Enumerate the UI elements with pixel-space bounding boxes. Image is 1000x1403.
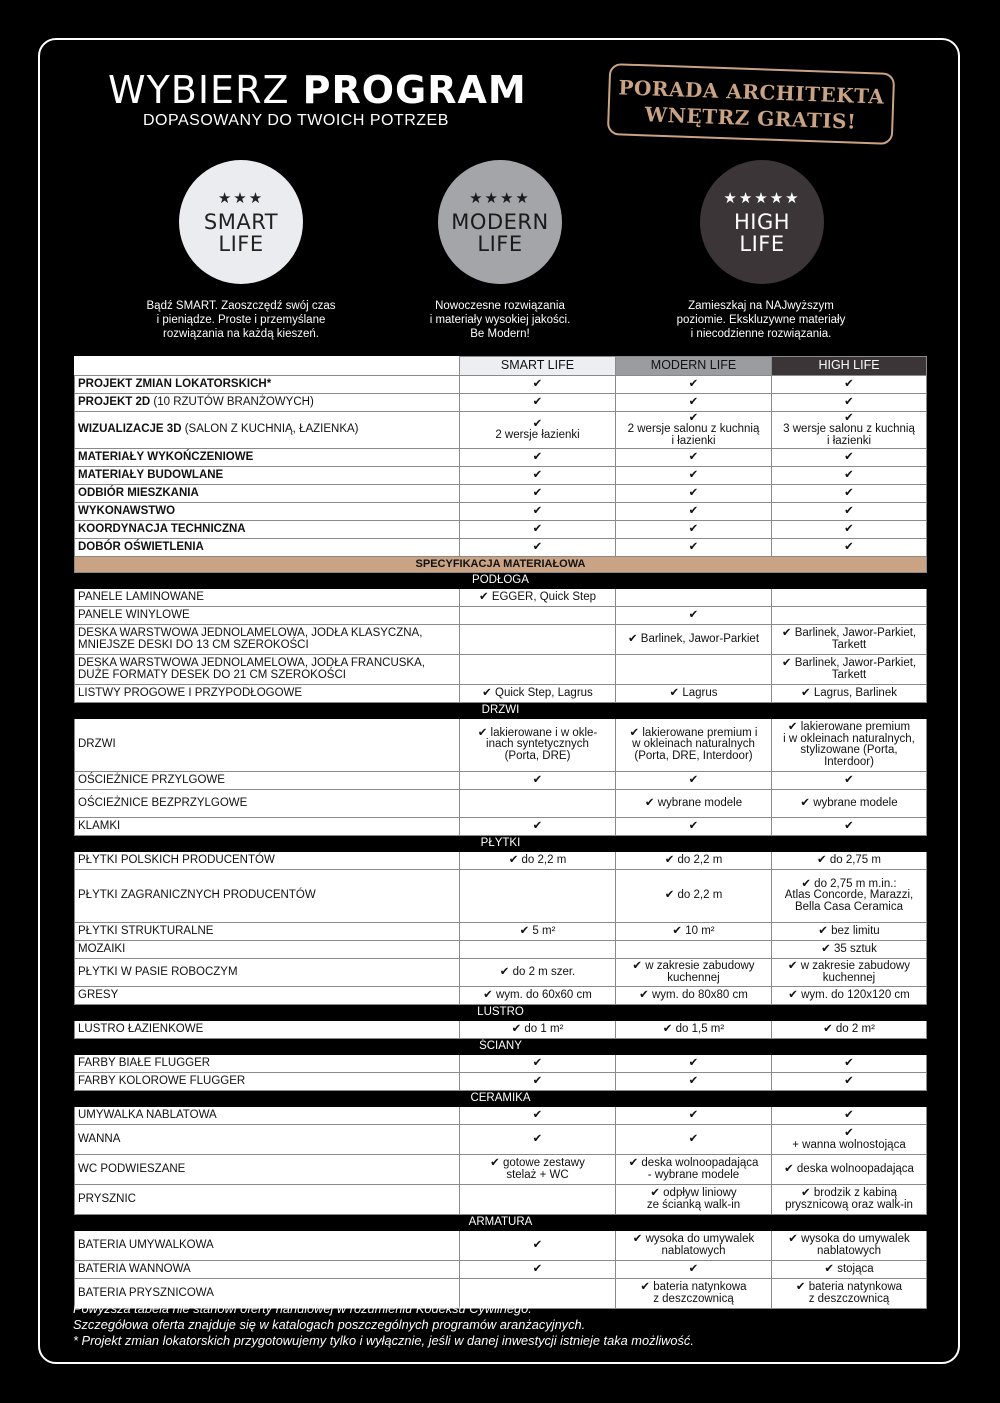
row-label: [75, 503, 460, 521]
footer-notes: [73, 1301, 694, 1349]
table-cell: [460, 607, 616, 625]
smart-life-logo: [179, 160, 303, 284]
table-cell: ✔: [616, 539, 772, 557]
desc-line: Bądź SMART. Zaoszczędź swój czas: [146, 300, 336, 312]
section-header-row: [75, 703, 927, 719]
table-cell: ✔ Quick Step, Lagrus: [460, 685, 616, 703]
table-cell: [616, 941, 772, 959]
table-cell: ✔: [772, 449, 927, 467]
table-row: [75, 1107, 927, 1125]
table-cell: ✔ 35 sztuk: [772, 941, 927, 959]
table-cell: ✔: [460, 467, 616, 485]
table-cell: ✔ do 2 m²: [772, 1021, 927, 1039]
table-row: [75, 1125, 927, 1155]
row-label: [75, 539, 460, 557]
table-row: [75, 818, 927, 836]
table-row: [75, 449, 927, 467]
row-label: WANNA: [75, 1125, 460, 1155]
row-label: [75, 521, 460, 539]
row-label: DESKA WARSTWOWA JEDNOLAMELOWA, JODŁA KLASYCZNA, MNIEJSZE DESKI DO 13 CM SZEROKOŚCI: [75, 625, 460, 655]
table-cell: ✔: [772, 1055, 927, 1073]
section-header-row: [75, 573, 927, 589]
row-label: LUSTRO ŁAZIENKOWE: [75, 1021, 460, 1039]
row-label: GRESY: [75, 987, 460, 1005]
row-label: [75, 376, 460, 394]
table-cell: ✔ lakierowane premium i w okleinach naturalnych, stylizowane (Porta, Interdoor): [772, 719, 927, 772]
table-cell: ✔: [772, 467, 927, 485]
table-row: [75, 772, 927, 790]
desc-line: rozwiązania na każdą kieszeń.: [163, 328, 319, 340]
table-cell: ✔: [460, 1125, 616, 1155]
logo-line1: MODERN: [451, 210, 549, 234]
desc-line: Be Modern!: [470, 328, 530, 340]
table-cell: ✔ odpływ liniowy ze ścianką walk-in: [616, 1185, 772, 1215]
row-label: [75, 412, 460, 449]
table-cell: ✔ do 2,2 m: [616, 852, 772, 870]
table-cell: ✔ 10 m²: [616, 923, 772, 941]
table-cell: ✔: [616, 521, 772, 539]
row-label-detail: (10 RZUTÓW BRANŻOWYCH): [150, 395, 314, 408]
table-cell: ✔: [460, 772, 616, 790]
row-label: [75, 449, 460, 467]
row-label-detail: (SALON Z KUCHNIĄ, ŁAZIENKA): [181, 423, 359, 436]
column-header-modern: MODERN LIFE: [616, 357, 772, 376]
table-cell: [460, 625, 616, 655]
table-cell: ✔ EGGER, Quick Step: [460, 589, 616, 607]
table-cell: ✔: [460, 503, 616, 521]
table-cell: ✔: [616, 1107, 772, 1125]
row-label: BATERIA UMYWALKOWA: [75, 1231, 460, 1261]
row-label: PŁYTKI ZAGRANICZNYCH PRODUCENTÓW: [75, 870, 460, 923]
table-row: [75, 870, 927, 923]
table-row: [75, 941, 927, 959]
row-label-bold: ODBIÓR MIESZKANIA: [78, 486, 199, 499]
table-cell: ✔: [616, 394, 772, 412]
section-header-row: [75, 836, 927, 852]
table-cell: ✔: [616, 485, 772, 503]
table-cell: ✔: [460, 1055, 616, 1073]
table-cell: ✔ do 2 m szer.: [460, 959, 616, 987]
table-cell: ✔ wysoka do umywalek nablatowych: [616, 1231, 772, 1261]
section-header: DRZWI: [75, 703, 927, 719]
modern-life-description: [385, 299, 615, 341]
table-row: [75, 1055, 927, 1073]
table-cell: ✔: [616, 1055, 772, 1073]
desc-line: i materiały wysokiej jakości.: [429, 314, 571, 326]
table-cell: ✔ deska wolnoopadająca: [772, 1155, 927, 1185]
table-cell: ✔ do 2,2 m: [616, 870, 772, 923]
table-cell: ✔ 2 wersje łazienki: [460, 412, 616, 449]
row-label-bold: WYKONAWSTWO: [78, 504, 176, 517]
rating-stars-icon: ★★★★: [469, 190, 531, 207]
row-label: [75, 394, 460, 412]
table-cell: ✔: [616, 818, 772, 836]
logo-line2: LIFE: [218, 232, 264, 256]
table-row: [75, 1073, 927, 1091]
row-label: [75, 467, 460, 485]
table-cell: ✔: [616, 449, 772, 467]
row-label: BATERIA PRYSZNICOWA: [75, 1279, 460, 1309]
table-row: [75, 485, 927, 503]
table-row: [75, 852, 927, 870]
table-cell: [616, 589, 772, 607]
table-row: [75, 503, 927, 521]
section-header: ARMATURA: [75, 1215, 927, 1231]
comparison-table: [74, 356, 927, 1309]
desc-line: poziomie. Ekskluzywne materiały: [676, 314, 846, 326]
table-cell: ✔: [460, 376, 616, 394]
desc-line: i pieniądze. Proste i przemyślane: [156, 314, 326, 326]
table-cell: ✔ Lagrus: [616, 685, 772, 703]
table-cell: ✔ gotowe zestawy stelaż + WC: [460, 1155, 616, 1185]
table-cell: [460, 1185, 616, 1215]
table-cell: ✔ stojąca: [772, 1261, 927, 1279]
table-row: [75, 394, 927, 412]
section-header: CERAMIKA: [75, 1091, 927, 1107]
row-label: PANELE LAMINOWANE: [75, 589, 460, 607]
desc-line: Zamieszkaj na NAJwyższym: [688, 300, 834, 312]
desc-line: i niecodzienne rozwiązania.: [690, 328, 832, 340]
row-label: DRZWI: [75, 719, 460, 772]
table-cell: ✔: [616, 1261, 772, 1279]
row-label-bold: WIZUALIZACJE 3D: [78, 423, 182, 436]
row-label-bold: DOBÓR OŚWIETLENIA: [78, 540, 204, 553]
table-row: [75, 521, 927, 539]
section-header-row: [75, 1091, 927, 1107]
row-label: PŁYTKI STRUKTURALNE: [75, 923, 460, 941]
table-row: [75, 1231, 927, 1261]
section-header-row: [75, 1005, 927, 1021]
table-cell: ✔: [460, 485, 616, 503]
section-header-row: [75, 1215, 927, 1231]
column-header-smart: SMART LIFE: [460, 357, 616, 376]
row-label: LISTWY PROGOWE I PRZYPODŁOGOWE: [75, 685, 460, 703]
table-cell: ✔ wym. do 60x60 cm: [460, 987, 616, 1005]
row-label-bold: KOORDYNACJA TECHNICZNA: [78, 522, 246, 535]
footer-note: Powyższa tabela nie stanowi oferty handlowej w rozumieniu Kodeksu Cywilnego.: [73, 1301, 532, 1316]
table-row: [75, 467, 927, 485]
high-life-description: [646, 299, 876, 341]
row-label: BATERIA WANNOWA: [75, 1261, 460, 1279]
row-label: FARBY BIAŁE FLUGGER: [75, 1055, 460, 1073]
row-label: PANELE WINYLOWE: [75, 607, 460, 625]
table-cell: ✔: [616, 467, 772, 485]
table-cell: ✔ do 2,2 m: [460, 852, 616, 870]
logo-line1: SMART: [203, 210, 279, 234]
table-row: [75, 719, 927, 772]
footer-note: * Projekt zmian lokatorskich przygotowujemy tylko i wyłącznie, jeśli w danej inwestycji istnieje taka możliwość.: [73, 1333, 694, 1348]
table-header-row: [75, 357, 927, 376]
row-label: KLAMKI: [75, 818, 460, 836]
table-cell: [616, 655, 772, 685]
table-row: [75, 685, 927, 703]
row-label-bold: PROJEKT 2D: [78, 395, 151, 408]
section-header-row: [75, 1039, 927, 1055]
table-cell: ✔: [772, 1073, 927, 1091]
promo-badge: [607, 63, 895, 145]
table-cell: ✔ Lagrus, Barlinek: [772, 685, 927, 703]
table-row: [75, 959, 927, 987]
column-header-high: HIGH LIFE: [772, 357, 927, 376]
table-cell: ✔: [772, 503, 927, 521]
table-cell: ✔: [772, 376, 927, 394]
spec-header-row: [75, 557, 927, 573]
table-cell: ✔ 5 m²: [460, 923, 616, 941]
table-row: [75, 412, 927, 449]
logo-line2: LIFE: [739, 232, 785, 256]
table-cell: ✔ 3 wersje salonu z kuchnią i łazienki: [772, 412, 927, 449]
logo-line1: HIGH: [733, 210, 791, 234]
section-header: PODŁOGA: [75, 573, 927, 589]
table-cell: [460, 870, 616, 923]
table-row: [75, 923, 927, 941]
table-cell: ✔: [616, 772, 772, 790]
table-cell: [772, 589, 927, 607]
table-cell: ✔: [460, 1073, 616, 1091]
table-row: [75, 1261, 927, 1279]
header-empty-cell: [75, 357, 460, 376]
logo-line2: LIFE: [477, 232, 523, 256]
table-cell: ✔: [460, 521, 616, 539]
smart-life-description: [126, 299, 356, 341]
table-cell: ✔: [460, 818, 616, 836]
table-cell: ✔ w zakresie zabudowy kuchennej: [772, 959, 927, 987]
table-cell: ✔: [616, 503, 772, 521]
table-cell: ✔ brodzik z kabiną prysznicową oraz walk-in: [772, 1185, 927, 1215]
row-label: MOZAIKI: [75, 941, 460, 959]
table-cell: ✔ Barlinek, Jawor-Parkiet, Tarkett: [772, 655, 927, 685]
table-row: [75, 376, 927, 394]
table-row: [75, 1185, 927, 1215]
row-label: DESKA WARSTWOWA JEDNOLAMELOWA, JODŁA FRANCUSKA, DUŻE FORMATY DESEK DO 21 CM SZEROKOŚCI: [75, 655, 460, 685]
row-label: OŚCIEŻNICE PRZYLGOWE: [75, 772, 460, 790]
spec-header: SPECYFIKACJA MATERIAŁOWA: [75, 557, 927, 573]
table-cell: [460, 941, 616, 959]
table-cell: ✔ + wanna wolnostojąca: [772, 1125, 927, 1155]
desc-line: Nowoczesne rozwiązania: [435, 300, 565, 312]
table-cell: ✔ do 2,75 m m.in.: Atlas Concorde, Marazzi, Bella Casa Ceramica: [772, 870, 927, 923]
table-row: [75, 539, 927, 557]
table-cell: ✔: [772, 539, 927, 557]
table-row: [75, 790, 927, 818]
table-cell: ✔ lakierowane premium i w okleinach naturalnych (Porta, DRE, Interdoor): [616, 719, 772, 772]
table-cell: ✔ Barlinek, Jawor-Parkiet: [616, 625, 772, 655]
row-label: UMYWALKA NABLATOWA: [75, 1107, 460, 1125]
table-cell: ✔: [616, 1125, 772, 1155]
table-row: [75, 1155, 927, 1185]
table-cell: [460, 790, 616, 818]
table-cell: ✔: [772, 394, 927, 412]
rating-stars-icon: ★★★: [217, 190, 265, 207]
table-cell: ✔ do 1,5 m²: [616, 1021, 772, 1039]
promo-badge-line2: WNĘTRZ GRATIS!: [644, 102, 857, 134]
table-cell: ✔: [460, 1261, 616, 1279]
table-cell: ✔ wysoka do umywalek nablatowych: [772, 1231, 927, 1261]
table-cell: ✔: [772, 818, 927, 836]
table-cell: ✔: [460, 394, 616, 412]
table-cell: ✔: [772, 521, 927, 539]
table-cell: ✔: [616, 607, 772, 625]
table-cell: ✔: [460, 539, 616, 557]
table-row: [75, 607, 927, 625]
footer-note: Szczegółowa oferta znajduje się w katalogach poszczególnych programów aranżacyjnych.: [73, 1317, 586, 1332]
row-label: WC PODWIESZANE: [75, 1155, 460, 1185]
table-cell: ✔ w zakresie zabudowy kuchennej: [616, 959, 772, 987]
table-cell: ✔: [772, 1107, 927, 1125]
table-cell: ✔ Barlinek, Jawor-Parkiet, Tarkett: [772, 625, 927, 655]
row-label: PRYSZNIC: [75, 1185, 460, 1215]
row-label-bold: MATERIAŁY BUDOWLANE: [78, 468, 224, 481]
table-cell: ✔: [460, 1107, 616, 1125]
table-row: [75, 987, 927, 1005]
table-cell: ✔: [460, 449, 616, 467]
table-row: [75, 625, 927, 655]
table-cell: ✔: [616, 376, 772, 394]
row-label: OŚCIEŻNICE BEZPRZYLGOWE: [75, 790, 460, 818]
table-cell: ✔: [460, 1231, 616, 1261]
high-life-logo: [700, 160, 824, 284]
section-header: ŚCIANY: [75, 1039, 927, 1055]
row-label: [75, 485, 460, 503]
table-cell: ✔ wym. do 120x120 cm: [772, 987, 927, 1005]
table-cell: ✔ lakierowane i w okle- inach syntetycznych (Porta, DRE): [460, 719, 616, 772]
row-label: PŁYTKI POLSKICH PRODUCENTÓW: [75, 852, 460, 870]
page-subtitle: DOPASOWANY DO TWOICH POTRZEB: [143, 112, 449, 129]
promo-badge-line1: PORADA ARCHITEKTA: [618, 75, 885, 109]
table-cell: ✔: [616, 1073, 772, 1091]
section-header: PŁYTKI: [75, 836, 927, 852]
table-cell: ✔ 2 wersje salonu z kuchnią i łazienki: [616, 412, 772, 449]
table-row: [75, 1021, 927, 1039]
table-row: [75, 655, 927, 685]
row-label: FARBY KOLOROWE FLUGGER: [75, 1073, 460, 1091]
table-cell: ✔ wym. do 80x80 cm: [616, 987, 772, 1005]
table-cell: ✔ bateria natynkowa z deszczownicą: [616, 1279, 772, 1309]
rating-stars-icon: ★★★★★: [723, 190, 801, 207]
table-row: [75, 589, 927, 607]
table-cell: ✔: [772, 772, 927, 790]
table-cell: ✔: [772, 485, 927, 503]
row-label-bold: MATERIAŁY WYKOŃCZENIOWE: [78, 450, 254, 463]
page-title: WYBIERZ PROGRAM: [108, 68, 527, 112]
table-cell: ✔ bateria natynkowa z deszczownicą: [772, 1279, 927, 1309]
row-label-bold: PROJEKT ZMIAN LOKATORSKICH*: [78, 377, 272, 390]
table-cell: ✔ wybrane modele: [616, 790, 772, 818]
table-cell: [772, 607, 927, 625]
table-cell: ✔ do 1 m²: [460, 1021, 616, 1039]
table-cell: ✔ deska wolnoopadająca - wybrane modele: [616, 1155, 772, 1185]
table-cell: ✔ do 2,75 m: [772, 852, 927, 870]
modern-life-logo: [438, 160, 562, 284]
section-header: LUSTRO: [75, 1005, 927, 1021]
row-label: PŁYTKI W PASIE ROBOCZYM: [75, 959, 460, 987]
table-cell: [460, 655, 616, 685]
table-cell: ✔ bez limitu: [772, 923, 927, 941]
table-cell: ✔ wybrane modele: [772, 790, 927, 818]
